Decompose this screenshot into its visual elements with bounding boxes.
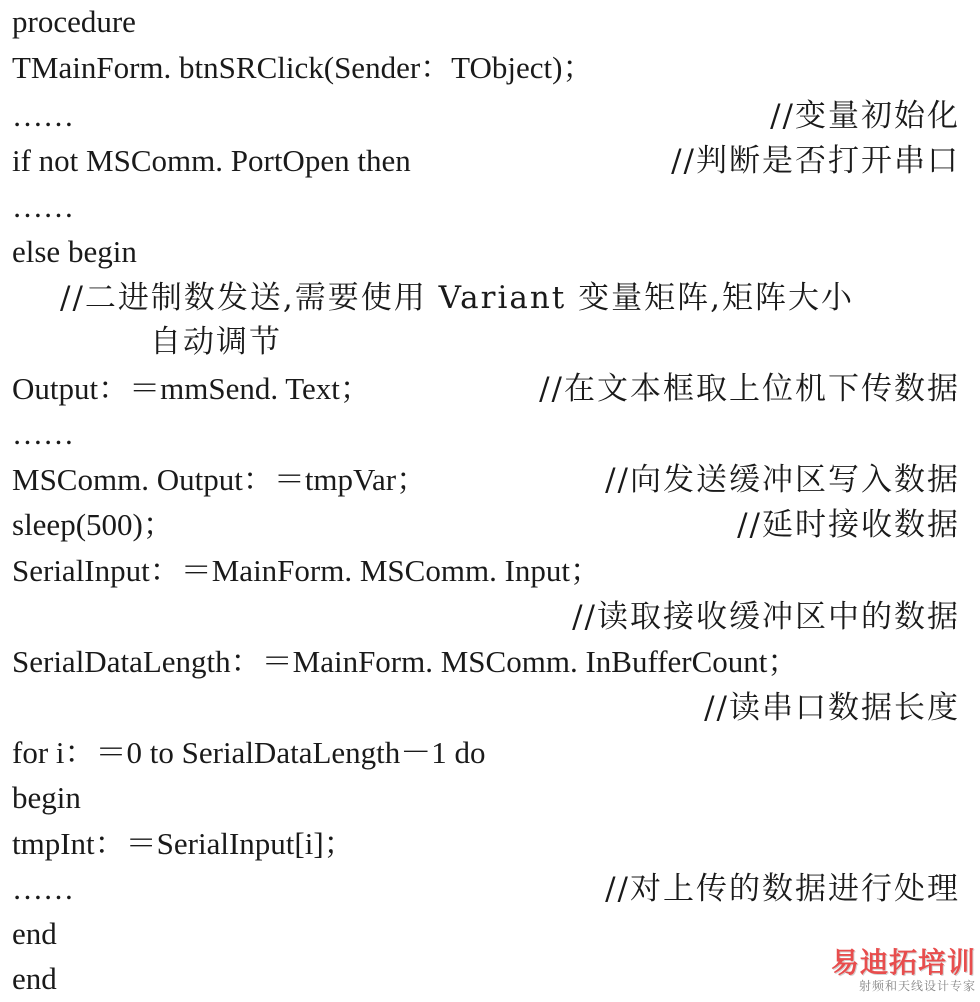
- code-comment: //对上传的数据进行处理: [605, 871, 960, 907]
- code-text: ……: [12, 871, 74, 906]
- watermark-title: 易迪拓培训: [830, 946, 976, 979]
- code-text: end: [12, 961, 57, 996]
- code-text: procedure: [12, 4, 136, 39]
- code-text: Output：＝mmSend. Text；: [12, 371, 371, 406]
- code-comment: [60, 276, 980, 364]
- code-text: else begin: [12, 234, 137, 269]
- code-line: [12, 139, 960, 183]
- code-text: ……: [12, 98, 74, 133]
- code-line: [12, 686, 960, 730]
- code-line: [12, 46, 960, 90]
- code-line: [12, 595, 960, 639]
- code-line: [12, 0, 960, 44]
- code-text: SerialInput：＝MainForm. MSComm. Input；: [12, 553, 601, 588]
- code-line: [12, 822, 960, 866]
- code-line: [12, 367, 960, 411]
- code-line: [12, 640, 960, 684]
- code-line: [12, 731, 960, 775]
- code-text: for i：＝0 to SerialDataLength－1 do: [12, 735, 486, 770]
- code-text: ……: [12, 416, 74, 451]
- watermark-logo: [820, 948, 976, 1000]
- code-line: [12, 912, 960, 956]
- code-line: [12, 957, 960, 1001]
- code-comment: //变量初始化: [770, 98, 960, 134]
- code-line: [12, 94, 960, 138]
- code-text: sleep(500)；: [12, 507, 174, 542]
- code-line: [12, 776, 960, 820]
- code-text: TMainForm. btnSRClick(Sender：TObject)；: [12, 50, 594, 85]
- comment-first-line: //二进制数发送,需要使用 Variant 变量矩阵,矩阵大小: [60, 280, 854, 316]
- code-comment: //读串口数据长度: [704, 690, 960, 726]
- code-text: if not MSComm. PortOpen then: [12, 143, 411, 178]
- code-comment: //读取接收缓冲区中的数据: [572, 599, 960, 635]
- code-text: end: [12, 916, 57, 951]
- code-comment: //在文本框取上位机下传数据: [539, 371, 960, 407]
- code-line: [12, 412, 960, 456]
- code-comment: //判断是否打开串口: [671, 143, 960, 179]
- code-line: [12, 867, 960, 911]
- code-line: [12, 276, 960, 364]
- code-line: [12, 458, 960, 502]
- code-comment: //延时接收数据: [737, 507, 960, 543]
- code-line: [12, 549, 960, 593]
- code-text: SerialDataLength：＝MainForm. MSComm. InBufferCount；: [12, 644, 799, 679]
- code-text: begin: [12, 780, 81, 815]
- code-text: MSComm. Output：＝tmpVar；: [12, 462, 428, 497]
- code-text: tmpInt：＝SerialInput[i]；: [12, 826, 355, 861]
- comment-continuation: 自动调节: [150, 324, 282, 360]
- watermark-subtitle: 射频和天线设计专家: [858, 979, 976, 993]
- code-line: [12, 503, 960, 547]
- code-line: [12, 230, 960, 274]
- code-line: [12, 185, 960, 229]
- code-text: ……: [12, 189, 74, 224]
- code-comment: //向发送缓冲区写入数据: [605, 462, 960, 498]
